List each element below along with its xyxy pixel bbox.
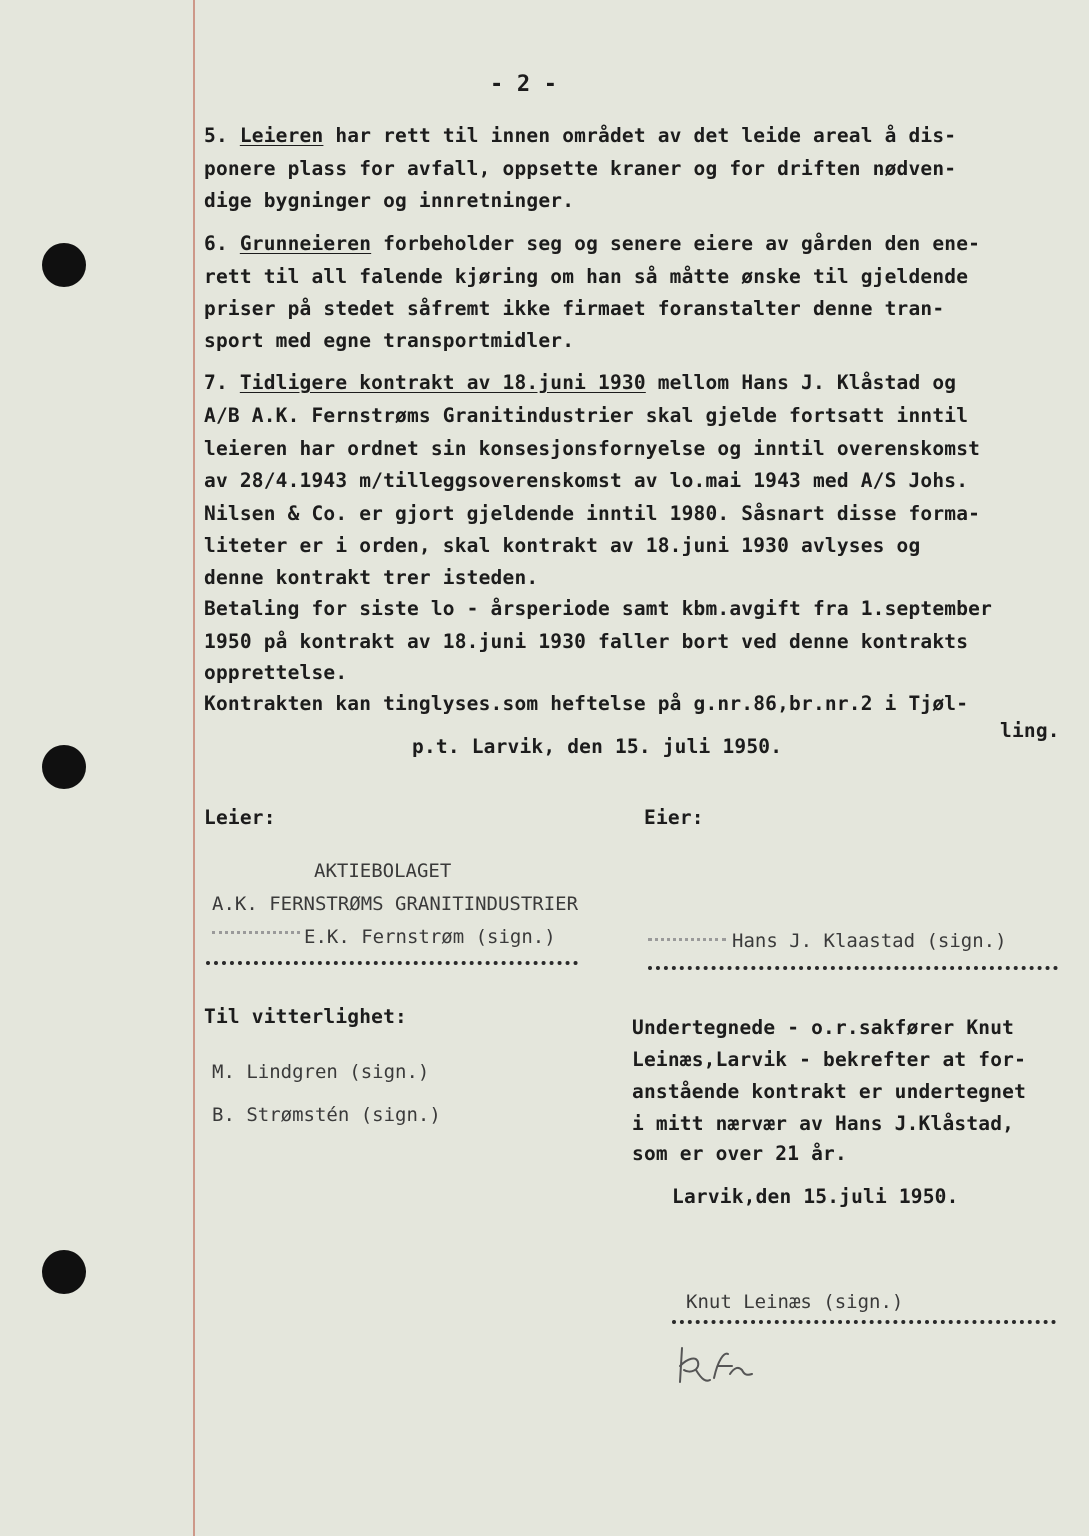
margin-rule <box>193 0 195 1536</box>
punch-hole-middle <box>42 745 86 789</box>
witnesses-label: Til vitterlighet: <box>204 1005 407 1028</box>
section-7-line-1: 7. Tidligere kontrakt av 18.juni 1930 mellom Hans J. Klåstad og <box>204 371 957 394</box>
handwritten-initials <box>674 1340 766 1390</box>
section-7-line-10: opprettelse. <box>204 661 348 684</box>
punch-hole-bottom <box>42 1250 86 1294</box>
section-7-line-7: denne kontrakt trer isteden. <box>204 566 539 589</box>
section-7-line-4: av 28/4.1943 m/tilleggsoverenskomst av lo.mai 1943 med A/S Johs. <box>204 469 969 492</box>
lessee-signature: E.K. Fernstrøm (sign.) <box>304 926 556 948</box>
attestation-line-4: i mitt nærvær av Hans J.Klåstad, <box>632 1112 1015 1135</box>
section-7-line-3: leieren har ordnet sin konsesjonsfornyelse og inntil overenskomst <box>204 437 981 460</box>
contract-place-date: p.t. Larvik, den 15. juli 1950. <box>412 735 783 758</box>
owner-signature: Hans J. Klaastad (sign.) <box>732 930 1007 952</box>
attestation-line-1: Undertegnede - o.r.sakfører Knut <box>632 1016 1015 1039</box>
section-6-line-4: sport med egne transportmidler. <box>204 329 575 352</box>
witness-2: B. Strømstén (sign.) <box>212 1104 441 1126</box>
section-7-line-6: liteter er i orden, skal kontrakt av 18.juni 1930 avlyses og <box>204 534 921 557</box>
section-6-line-1: 6. Grunneieren forbeholder seg og senere eiere av gården den ene- <box>204 232 981 255</box>
lessee-company-line-1: AKTIEBOLAGET <box>314 860 452 882</box>
section-5-line-1: 5. Leieren har rett til innen området av det leide areal å dis- <box>204 124 957 147</box>
section-6-line-2: rett til all falende kjøring om han så måtte ønske til gjeldende <box>204 265 969 288</box>
lessee-label: Leier: <box>204 806 276 829</box>
section-5-line-3: dige bygninger og innretninger. <box>204 189 575 212</box>
lessee-company-line-2: A.K. FERNSTRØMS GRANITINDUSTRIER <box>212 893 579 915</box>
attestation-line-2: Leinæs,Larvik - bekrefter at for- <box>632 1048 1027 1071</box>
section-6-line-3: priser på stedet såfremt ikke firmaet foranstalter denne tran- <box>204 297 945 320</box>
section-7-line-5: Nilsen & Co. er gjort gjeldende inntil 1980. Såsnart disse forma- <box>204 502 981 525</box>
owner-label: Eier: <box>644 806 704 829</box>
attestation-line-5: som er over 21 år. <box>632 1142 847 1165</box>
attestor-signature: Knut Leinæs (sign.) <box>686 1291 904 1313</box>
section-7-line-11: Kontrakten kan tinglyses.som heftelse på g.nr.86,br.nr.2 i Tjøl- <box>204 692 969 715</box>
lessee-signature-line <box>206 961 578 965</box>
lessee-signature-leader <box>212 931 300 934</box>
attestor-signature-line <box>672 1320 1056 1324</box>
attestation-line-3: anstående kontrakt er undertegnet <box>632 1080 1027 1103</box>
owner-signature-line <box>648 966 1058 970</box>
owner-signature-leader <box>648 938 726 941</box>
section-7-line-2: A/B A.K. Fernstrøms Granitindustrier skal gjelde fortsatt inntil <box>204 404 969 427</box>
attestation-place-date: Larvik,den 15.juli 1950. <box>672 1185 959 1208</box>
punch-hole-top <box>42 243 86 287</box>
section-5-line-2: ponere plass for avfall, oppsette kraner og for driften nødven- <box>204 157 957 180</box>
section-7-line-12: ling. <box>1000 719 1060 742</box>
section-7-line-9: 1950 på kontrakt av 18.juni 1930 faller bort ved denne kontrakts <box>204 630 969 653</box>
section-7-line-8: Betaling for siste lo - årsperiode samt kbm.avgift fra 1.september <box>204 597 993 620</box>
page-number: - 2 - <box>490 72 558 97</box>
witness-1: M. Lindgren (sign.) <box>212 1061 430 1083</box>
